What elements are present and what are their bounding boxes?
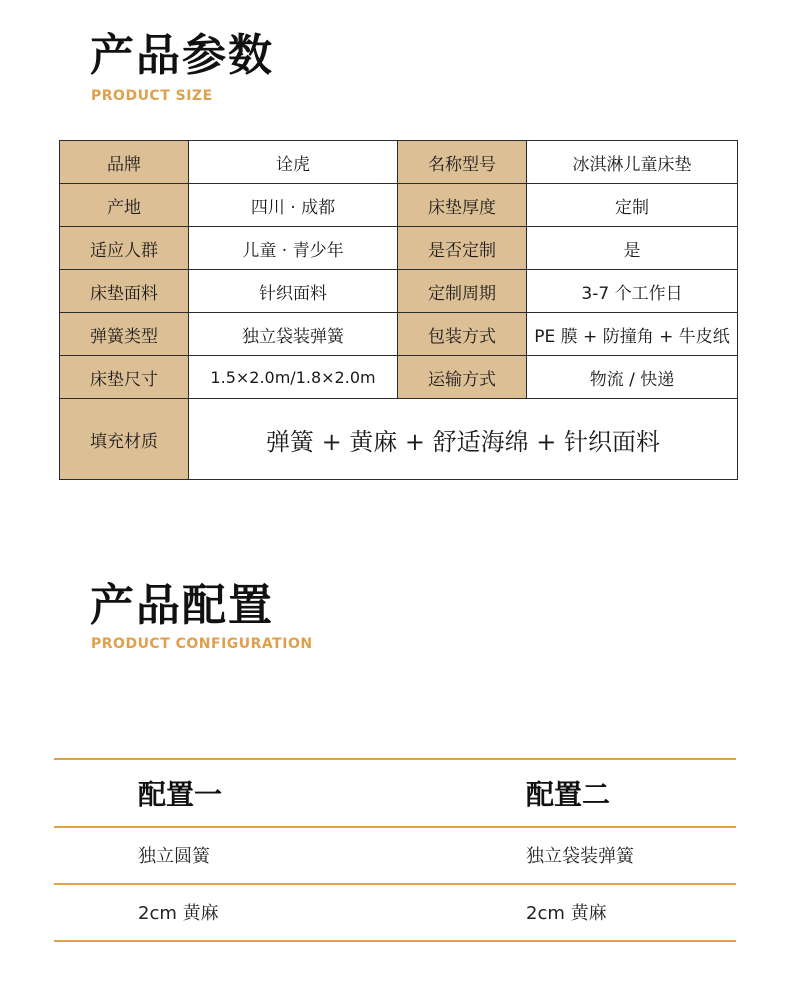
table-row	[60, 184, 738, 227]
spec-value: 定制	[527, 184, 738, 227]
spec-label: 运输方式	[398, 356, 527, 399]
divider	[54, 883, 736, 885]
spec-label: 产地	[60, 184, 189, 227]
spec-value: PE 膜 + 防撞角 + 牛皮纸	[527, 313, 738, 356]
spec-value: 儿童 · 青少年	[189, 227, 398, 270]
spec-label: 床垫尺寸	[60, 356, 189, 399]
section-title-product-config: 产品配置	[90, 580, 274, 631]
spec-value: 独立袋装弹簧	[189, 313, 398, 356]
table-row	[60, 313, 738, 356]
divider	[54, 758, 736, 760]
config-header-1: 配置一	[138, 778, 223, 811]
spec-value: 针织面料	[189, 270, 398, 313]
fill-material-value: 弹簧 + 黄麻 + 舒适海绵 + 针织面料	[189, 399, 738, 480]
spec-label: 适应人群	[60, 227, 189, 270]
spec-value: 冰淇淋儿童床垫	[527, 141, 738, 184]
config-cell: 2cm 黄麻	[526, 903, 607, 924]
section-subtitle-product-size: PRODUCT SIZE	[91, 88, 213, 104]
spec-label: 床垫面料	[60, 270, 189, 313]
table-row-fill-material	[60, 399, 738, 480]
spec-value: 1.5×2.0m/1.8×2.0m	[189, 356, 398, 399]
config-cell: 独立圆簧	[138, 846, 210, 867]
spec-value: 物流 / 快递	[527, 356, 738, 399]
divider	[54, 826, 736, 828]
spec-label: 填充材质	[60, 399, 189, 480]
spec-table	[59, 140, 738, 480]
table-row	[60, 227, 738, 270]
spec-value: 3-7 个工作日	[527, 270, 738, 313]
section-subtitle-product-configuration: PRODUCT CONFIGURATION	[91, 636, 313, 652]
table-row	[60, 141, 738, 184]
config-cell: 2cm 黄麻	[138, 903, 219, 924]
spec-label: 定制周期	[398, 270, 527, 313]
spec-label: 床垫厚度	[398, 184, 527, 227]
config-header-2: 配置二	[526, 778, 611, 811]
spec-label: 包装方式	[398, 313, 527, 356]
table-row	[60, 356, 738, 399]
spec-label: 名称型号	[398, 141, 527, 184]
section-title-product-params: 产品参数	[90, 30, 274, 81]
spec-label: 弹簧类型	[60, 313, 189, 356]
spec-label: 品牌	[60, 141, 189, 184]
table-row	[60, 270, 738, 313]
spec-value: 四川 · 成都	[189, 184, 398, 227]
spec-label: 是否定制	[398, 227, 527, 270]
spec-value: 诠虎	[189, 141, 398, 184]
config-cell: 独立袋装弹簧	[526, 846, 634, 867]
divider	[54, 940, 736, 942]
spec-value: 是	[527, 227, 738, 270]
